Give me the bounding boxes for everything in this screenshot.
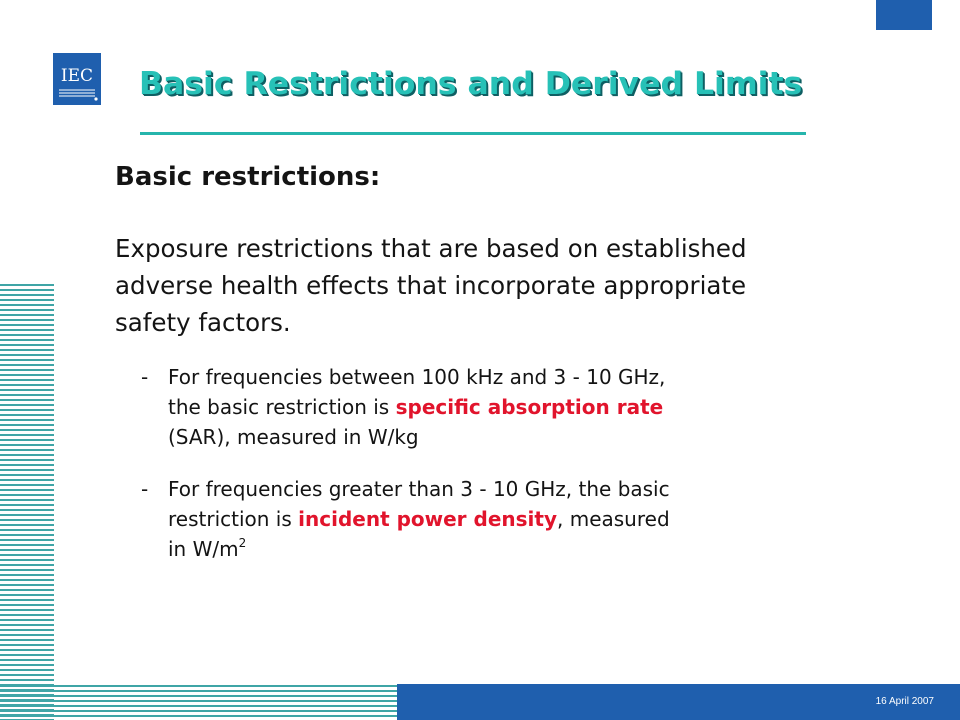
unit-text: in W/m — [168, 537, 239, 561]
stripe-line — [0, 574, 54, 576]
stripe-line — [0, 494, 54, 496]
stripe-line — [0, 399, 54, 401]
stripe-line — [0, 700, 400, 702]
stripe-line — [0, 659, 54, 661]
stripe-line — [0, 710, 400, 712]
bullet-continuation: (SAR), measured in W/kg — [168, 425, 419, 449]
stripe-line — [0, 554, 54, 556]
stripe-line — [0, 389, 54, 391]
stripe-line — [0, 669, 54, 671]
stripe-line — [0, 649, 54, 651]
stripe-line — [0, 284, 54, 286]
stripe-line — [0, 429, 54, 431]
stripe-line — [0, 479, 54, 481]
stripe-line — [0, 384, 54, 386]
stripe-line — [0, 599, 54, 601]
stripe-line — [0, 474, 54, 476]
bullet-lead-text: For frequencies between 100 kHz and 3 - 10 GHz, — [168, 365, 666, 389]
stripe-line — [0, 419, 54, 421]
iec-logo — [53, 53, 101, 105]
stripe-line — [0, 499, 54, 501]
stripe-line — [0, 664, 54, 666]
slide-title: Basic Restrictions and Derived Limits — [139, 66, 803, 102]
stripe-line — [0, 464, 54, 466]
stripe-line — [0, 549, 54, 551]
stripe-line — [0, 319, 54, 321]
stripe-line — [0, 439, 54, 441]
stripe-line — [0, 469, 54, 471]
stripe-line — [0, 354, 54, 356]
stripe-line — [0, 524, 54, 526]
bullet-dash: - — [141, 365, 149, 389]
title-underline — [140, 132, 806, 135]
stripe-line — [0, 444, 54, 446]
stripe-line — [0, 514, 54, 516]
stripe-line — [0, 304, 54, 306]
stripe-line — [0, 634, 54, 636]
stripe-line — [0, 609, 54, 611]
stripe-line — [0, 614, 54, 616]
stripe-line — [0, 529, 54, 531]
unit-superscript: 2 — [238, 536, 247, 550]
section-heading-colon: : — [369, 162, 381, 192]
stripe-line — [0, 324, 54, 326]
stripe-line — [0, 404, 54, 406]
bullet-dash: - — [141, 477, 149, 501]
stripe-line — [0, 314, 54, 316]
stripe-line — [0, 349, 54, 351]
stripe-line — [0, 644, 54, 646]
stripe-line — [0, 454, 54, 456]
stripe-line — [0, 289, 54, 291]
section-heading-text: Basic restrictions — [115, 162, 370, 192]
stripe-line — [0, 369, 54, 371]
stripe-line — [0, 459, 54, 461]
stripe-line — [0, 715, 400, 717]
stripe-line — [0, 594, 54, 596]
corner-accent-block — [876, 0, 932, 30]
bullet-lead-text: For frequencies greater than 3 - 10 GHz, the basic — [168, 477, 670, 501]
stripe-line — [0, 569, 54, 571]
stripe-line — [0, 695, 400, 697]
stripe-line — [0, 519, 54, 521]
stripe-line — [0, 534, 54, 536]
stripe-line — [0, 690, 400, 692]
bullet-text: , measured — [557, 507, 670, 531]
stripe-line — [0, 334, 54, 336]
footer-stripe-decoration — [0, 683, 400, 720]
stripe-line — [0, 414, 54, 416]
stripe-line — [0, 584, 54, 586]
bullet-item-sar — [141, 362, 861, 452]
stripe-line — [0, 589, 54, 591]
stripe-line — [0, 705, 400, 707]
stripe-line — [0, 344, 54, 346]
stripe-line — [0, 544, 54, 546]
bullet-item-power-density — [141, 474, 861, 564]
left-stripe-decoration — [0, 283, 54, 720]
stripe-line — [0, 364, 54, 366]
iec-logo-text: IEC — [60, 66, 94, 86]
stripe-line — [0, 564, 54, 566]
stripe-line — [0, 504, 54, 506]
section-heading — [115, 162, 380, 192]
stripe-line — [0, 294, 54, 296]
stripe-line — [0, 674, 54, 676]
stripe-line — [0, 509, 54, 511]
definition-paragraph: Exposure restrictions that are based on established adverse health effects that incorporate appropriate safety factors. — [115, 234, 747, 337]
bullet-continuation — [141, 534, 861, 564]
stripe-line — [0, 604, 54, 606]
stripe-line — [0, 309, 54, 311]
stripe-line — [0, 424, 54, 426]
bullet-text: restriction is — [168, 507, 299, 531]
highlight-term: specific absorption rate — [395, 395, 664, 419]
stripe-line — [0, 685, 400, 687]
stripe-line — [0, 299, 54, 301]
stripe-line — [0, 434, 54, 436]
highlight-term: incident power density — [298, 507, 557, 531]
stripe-line — [0, 379, 54, 381]
stripe-line — [0, 559, 54, 561]
stripe-line — [0, 329, 54, 331]
stripe-line — [0, 619, 54, 621]
stripe-line — [0, 579, 54, 581]
footer-date: 16 April 2007 — [875, 696, 934, 707]
stripe-line — [0, 679, 54, 681]
stripe-line — [0, 374, 54, 376]
stripe-line — [0, 484, 54, 486]
stripe-line — [0, 629, 54, 631]
stripe-line — [0, 409, 54, 411]
stripe-line — [0, 339, 54, 341]
stripe-line — [0, 359, 54, 361]
stripe-line — [0, 539, 54, 541]
stripe-line — [0, 449, 54, 451]
stripe-line — [0, 394, 54, 396]
bullet-continuation — [141, 504, 861, 534]
stripe-line — [0, 624, 54, 626]
stripe-line — [0, 489, 54, 491]
bullet-text: the basic restriction is — [168, 395, 396, 419]
stripe-line — [0, 654, 54, 656]
stripe-line — [0, 639, 54, 641]
bullet-continuation — [141, 392, 861, 422]
